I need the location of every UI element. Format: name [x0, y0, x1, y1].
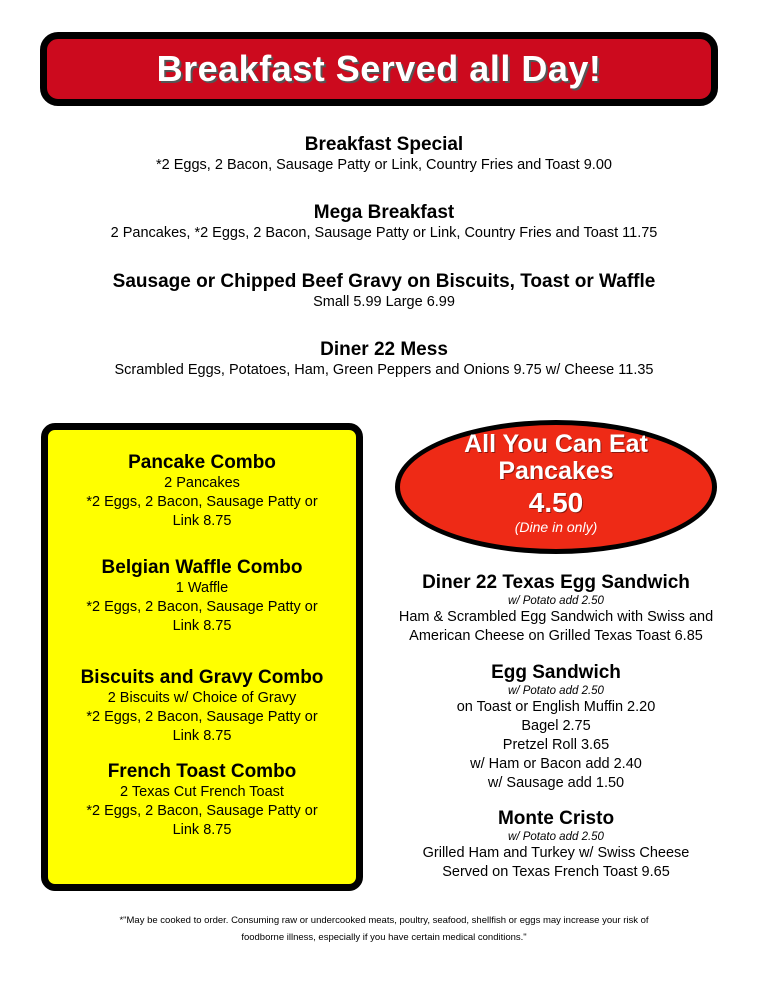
item-name: Monte Cristo — [497, 808, 615, 829]
item-line: Pretzel Roll 3.65 — [502, 737, 610, 753]
item-name: Sausage or Chipped Beef Gravy on Biscuits, Toast or Waffle — [112, 271, 656, 292]
combo-line: *2 Eggs, 2 Bacon, Sausage Patty or — [86, 803, 318, 819]
item-note: w/ Potato add 2.50 — [508, 595, 604, 607]
promo-price: 4.50 — [528, 487, 584, 518]
item-desc: 2 Pancakes, *2 Eggs, 2 Bacon, Sausage Patty or Link, Country Fries and Toast 11.75 — [110, 225, 658, 241]
item-line: American Cheese on Grilled Texas Toast 6.85 — [409, 628, 703, 644]
promo-oval — [395, 420, 717, 554]
combo-line: Link 8.75 — [172, 513, 232, 529]
menu-item-texas-egg-sandwich — [386, 572, 726, 646]
menu-item-diner-mess — [0, 338, 768, 380]
item-desc: *2 Eggs, 2 Bacon, Sausage Patty or Link, Country Fries and Toast 9.00 — [156, 157, 612, 173]
item-line: Grilled Ham and Turkey w/ Swiss Cheese — [422, 845, 690, 861]
combo-line: 2 Texas Cut French Toast — [120, 784, 284, 800]
item-line: Ham & Scrambled Egg Sandwich with Swiss and — [398, 609, 714, 625]
combo-name: Pancake Combo — [128, 452, 276, 473]
combo-line: *2 Eggs, 2 Bacon, Sausage Patty or — [86, 494, 318, 510]
disclaimer-line: foodborne illness, especially if you have certain medical conditions." — [241, 932, 527, 943]
item-name: Breakfast Special — [304, 134, 464, 155]
combo-biscuits — [55, 667, 349, 746]
menu-item-monte-cristo — [386, 808, 726, 882]
combo-line: Link 8.75 — [172, 618, 232, 634]
banner — [40, 32, 718, 106]
item-line: Bagel 2.75 — [521, 718, 591, 734]
combo-waffle — [55, 557, 349, 636]
item-note: w/ Potato add 2.50 — [508, 831, 604, 843]
combo-line: 1 Waffle — [175, 580, 229, 596]
item-line: on Toast or English Muffin 2.20 — [456, 699, 656, 715]
combo-line: 2 Pancakes — [164, 475, 240, 491]
combo-line: *2 Eggs, 2 Bacon, Sausage Patty or — [86, 599, 318, 615]
item-line: w/ Sausage add 1.50 — [487, 775, 625, 791]
item-name: Diner 22 Texas Egg Sandwich — [422, 572, 690, 593]
item-note: w/ Potato add 2.50 — [508, 685, 604, 697]
item-line: w/ Ham or Bacon add 2.40 — [470, 756, 642, 772]
promo-line-2: Pancakes — [498, 457, 614, 485]
item-line: Served on Texas French Toast 9.65 — [442, 864, 670, 880]
combo-french-toast — [55, 761, 349, 840]
menu-item-gravy — [0, 270, 768, 312]
menu-item-mega-breakfast — [0, 201, 768, 243]
combo-name: French Toast Combo — [107, 761, 297, 782]
item-desc: Scrambled Eggs, Potatoes, Ham, Green Peppers and Onions 9.75 w/ Cheese 11.35 — [114, 362, 654, 378]
menu-item-egg-sandwich — [386, 662, 726, 793]
combo-pancake — [55, 452, 349, 531]
item-name: Diner 22 Mess — [320, 339, 448, 360]
combo-line: *2 Eggs, 2 Bacon, Sausage Patty or — [86, 709, 318, 725]
item-name: Egg Sandwich — [491, 662, 621, 683]
item-name: Mega Breakfast — [313, 202, 455, 223]
item-desc: Small 5.99 Large 6.99 — [313, 294, 455, 310]
menu-item-breakfast-special — [0, 133, 768, 175]
banner-title: Breakfast Served all Day! — [156, 48, 602, 89]
combo-line: Link 8.75 — [172, 728, 232, 744]
combo-name: Belgian Waffle Combo — [101, 557, 303, 578]
promo-line-1: All You Can Eat — [464, 430, 648, 458]
combo-name: Biscuits and Gravy Combo — [80, 667, 324, 688]
promo-note: (Dine in only) — [514, 519, 598, 535]
disclaimer — [0, 912, 768, 946]
disclaimer-line: *"May be cooked to order. Consuming raw or undercooked meats, poultry, seafood, shellfish or eggs may increase your risk of — [119, 915, 649, 926]
combo-line: Link 8.75 — [172, 822, 232, 838]
combo-line: 2 Biscuits w/ Choice of Gravy — [107, 690, 297, 706]
